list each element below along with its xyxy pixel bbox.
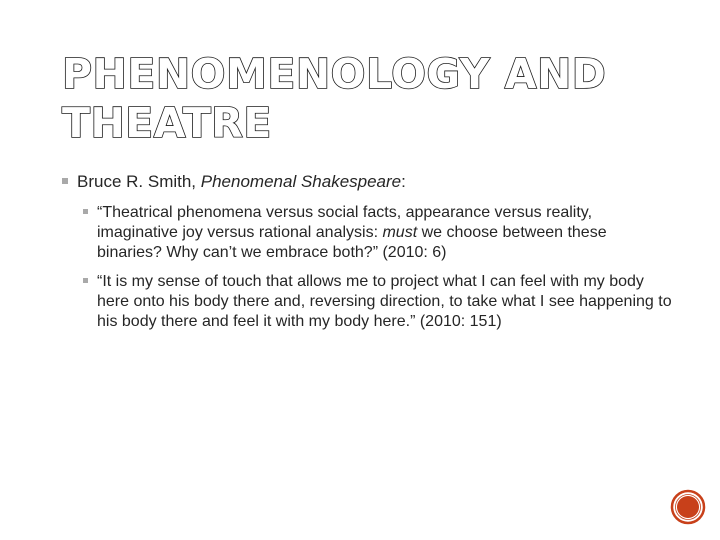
bullet-author: Bruce R. Smith, — [77, 172, 201, 191]
bullet-colon: : — [401, 172, 406, 191]
circle-logo-icon — [670, 489, 706, 525]
quote1-after: we choose between these binaries? Why can’t we embrace both?” (2010: 6) — [97, 224, 607, 261]
bullet-smith — [62, 171, 672, 192]
bullet-work-title: Phenomenal Shakespeare — [200, 172, 402, 191]
slide-content — [62, 171, 672, 341]
sub-bullet-quote-1 — [83, 203, 672, 263]
slide-title: PHENOMENOLOGY AND THEATRE — [62, 50, 607, 147]
square-bullet-icon — [62, 178, 68, 184]
quote1-emphasis: must — [382, 224, 418, 241]
square-bullet-icon — [83, 209, 88, 214]
square-bullet-icon — [83, 278, 88, 283]
quote2-text: “It is my sense of touch that allows me to project what I can feel with my body here onto his body there and, reversing direction, to take what I see happening to his body there and feel it with my body here.” (2010: 151) — [97, 273, 672, 330]
sub-bullet-quote-2 — [83, 272, 672, 332]
quote1-before: “Theatrical phenomena versus social facts, appearance versus reality, imaginative joy versus rational analysis: — [97, 204, 593, 241]
